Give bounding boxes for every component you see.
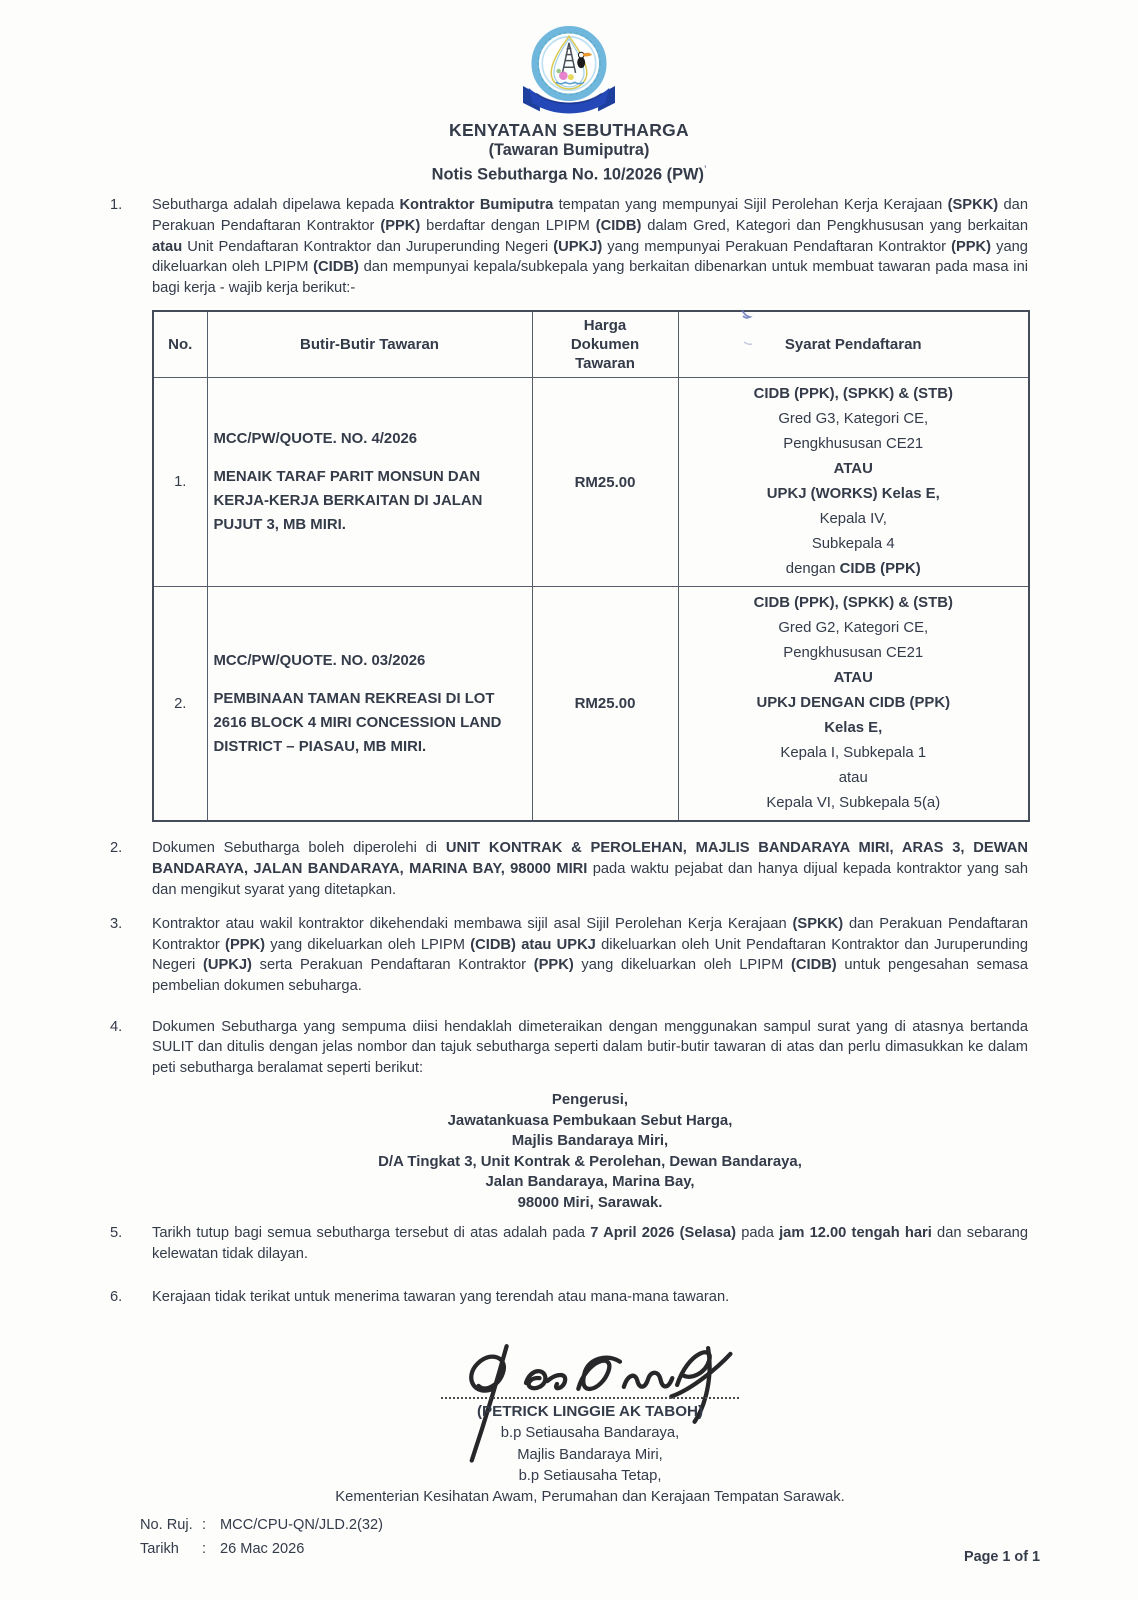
row-number: 1.	[153, 378, 207, 587]
paragraph-text: Dokumen Sebutharga yang sempuma diisi hendaklah dimeteraikan dengan menggunakan sampul surat yang di atasnya bertanda SULIT dan ditulis dengan jelas nombor dan tajuk sebutharga seperti dalam butir-butir tawaran di atas dan perlu dimasukkan ke dalam peti sebutharga beralamat seperti berikut:	[152, 1018, 1028, 1076]
date-value: 26 Mac 2026	[220, 1541, 305, 1557]
document-price: RM25.00	[532, 378, 678, 587]
paragraph-text: Sebutharga adalah dipelawa kepada Kontraktor Bumiputra tempatan yang mempunyai Sijil Perolehan Kerja Kerajaan (SPKK) dan Perakuan Pendaftaran Kontraktor (PPK) berdaftar dengan LPIPM (CIDB) dalam Gred, Kategori dan Pengkhususan yang berkaitan atau Unit Pendaftaran Kontraktor dan Juruperunding Negeri (UPKJ) yang mempunyai Perakuan Pendaftaran Kontraktor (PPK) yang dikeluarkan oleh LPIPM (CIDB) dan mempunyai kepala/subkepala yang berkaitan dibenarkan untuk membuat tawaran pada masa ini bagi kerja - wajib kerja berikut:-	[152, 197, 1029, 296]
ref-value: MCC/CPU-QN/JLD.2(32)	[220, 1517, 383, 1533]
miri-city-council-crest-icon	[508, 24, 630, 118]
paragraph-number: 3.	[110, 916, 123, 933]
col-header-butir: Butir-Butir Tawaran	[207, 311, 532, 378]
paragraph-number: 5.	[110, 1225, 123, 1242]
quote-reference: MCC/PW/QUOTE. NO. 4/2026	[213, 431, 418, 448]
paragraph-item-3	[110, 914, 1028, 996]
document-footer	[140, 1513, 383, 1561]
table-row	[153, 587, 1029, 822]
signature-section	[152, 1313, 1028, 1509]
paragraph-item-5	[110, 1223, 1028, 1264]
paragraph-text: Kontraktor atau wakil kontraktor dikehendaki membawa sijil asal Sijil Perolehan Kerja Kerajaan (SPKK) dan Perakuan Pendaftaran Kontraktor (PPK) yang dikeluarkan oleh LPIPM (CIDB) atau UPKJ dikeluarkan oleh Unit Pendaftaran Kontraktor dan Juruperunding Negeri (UPKJ) serta Perakuan Pendaftaran Kontraktor (PPK) yang dikeluarkan oleh LPIPM (CIDB) untuk pengesahan semasa pembelian dokumen sebuharga.	[152, 916, 1029, 994]
paragraph-item-1	[110, 195, 1028, 298]
col-header-syarat: Syarat Pendaftaran	[678, 311, 1029, 378]
footer-reference: No. Ruj. : MCC/CPU-QN/JLD.2(32)	[140, 1513, 383, 1537]
signatory-name: (PETRICK LINGGIE AK TABOH)	[476, 1403, 704, 1421]
footer-date: Tarikh : 26 Mac 2026	[140, 1537, 383, 1561]
col-header-harga: Harga Dokumen Tawaran	[532, 311, 678, 378]
paragraph-text: Tarikh tutup bagi semua sebutharga tersebut di atas adalah pada 7 April 2026 (Selasa) pada jam 12.00 tengah hari dan sebarang kelewatan tidak dilayan.	[152, 1225, 1029, 1262]
submission-address-block: Pengerusi, Jawatankuasa Pembukaan Sebut Harga, Majlis Bandaraya Miri, D/A Tingkat 3, Unit Kontrak & Perolehan, Dewan Bandaraya, Jalan Bandaraya, Marina Bay, 98000 Miri, Sarawak.	[378, 1092, 802, 1211]
stray-pen-mark: ’	[703, 164, 707, 176]
registration-requirements: CIDB (PPK), (SPKK) & (STB) Gred G2, Kategori CE, Pengkhususan CE21 ATAU UPKJ DENGAN CIDB (PPK) Kelas E, Kepala I, Subkepala 1 atau Kepala VI, Subkepala 5(a)	[678, 587, 1029, 822]
paragraph-number: 6.	[110, 1288, 123, 1305]
paragraph-number: 1.	[110, 197, 123, 214]
paragraph-item-6	[110, 1287, 1028, 1308]
paragraph-text: Dokumen Sebutharga boleh diperolehi di UNIT KONTRAK & PEROLEHAN, MAJLIS BANDARAYA MIRI, ARAS 3, DEWAN BANDARAYA, JALAN BANDARAYA, MARINA BAY, 98000 MIRI pada waktu pejabat dan hanya dijual kepada kontraktor yang sah dan mengikut syarat yang ditetapkan.	[152, 840, 1029, 898]
registration-requirements: CIDB (PPK), (SPKK) & (STB) Gred G3, Kategori CE, Pengkhususan CE21 ATAU UPKJ (WORKS) Kelas E, Kepala IV, Subkepala 4 dengan CIDB (PPK)	[678, 378, 1029, 587]
tender-details-cell	[207, 587, 532, 822]
page-number: Page 1 of 1	[964, 1549, 1040, 1565]
table-row	[153, 378, 1029, 587]
document-price: RM25.00	[532, 587, 678, 822]
paragraph-number: 4.	[110, 1018, 123, 1035]
signatory-role-lines: b.p Setiausaha Bandaraya, Majlis Bandaraya Miri, b.p Setiausaha Tetap, Kementerian Kesihatan Awam, Perumahan dan Kerajaan Tempatan Sarawak.	[335, 1425, 845, 1506]
signature-dotted-line	[441, 1397, 739, 1399]
table-header-row	[153, 311, 1029, 378]
page-subtitle: (Tawaran Bumiputra)	[488, 141, 650, 159]
tender-table	[152, 310, 1030, 822]
row-number: 2.	[153, 587, 207, 822]
paragraph-item-2	[110, 838, 1028, 900]
paragraph-text: Kerajaan tidak terikat untuk menerima tawaran yang terendah atau mana-mana tawaran.	[152, 1288, 730, 1305]
tender-details-cell	[207, 378, 532, 587]
work-title: MENAIK TARAF PARIT MONSUN DAN KERJA-KERJA BERKAITAN DI JALAN PUJUT 3, MB MIRI.	[213, 469, 483, 534]
notice-number: Notis Sebutharga No. 10/2026 (PW)’	[431, 164, 707, 184]
page-title: KENYATAAN SEBUTHARGA	[449, 120, 689, 140]
ref-label: No. Ruj.	[140, 1517, 193, 1533]
document-header	[110, 24, 1028, 185]
work-title: PEMBINAAN TAMAN REKREASI DI LOT 2616 BLOCK 4 MIRI CONCESSION LAND DISTRICT – PIASAU, MB MIRI.	[213, 690, 502, 755]
date-label: Tarikh	[140, 1541, 179, 1557]
paragraph-item-4	[110, 1017, 1028, 1079]
col-header-no: No.	[153, 311, 207, 378]
paragraph-number: 2.	[110, 840, 123, 857]
quote-reference: MCC/PW/QUOTE. NO. 03/2026	[213, 652, 426, 669]
